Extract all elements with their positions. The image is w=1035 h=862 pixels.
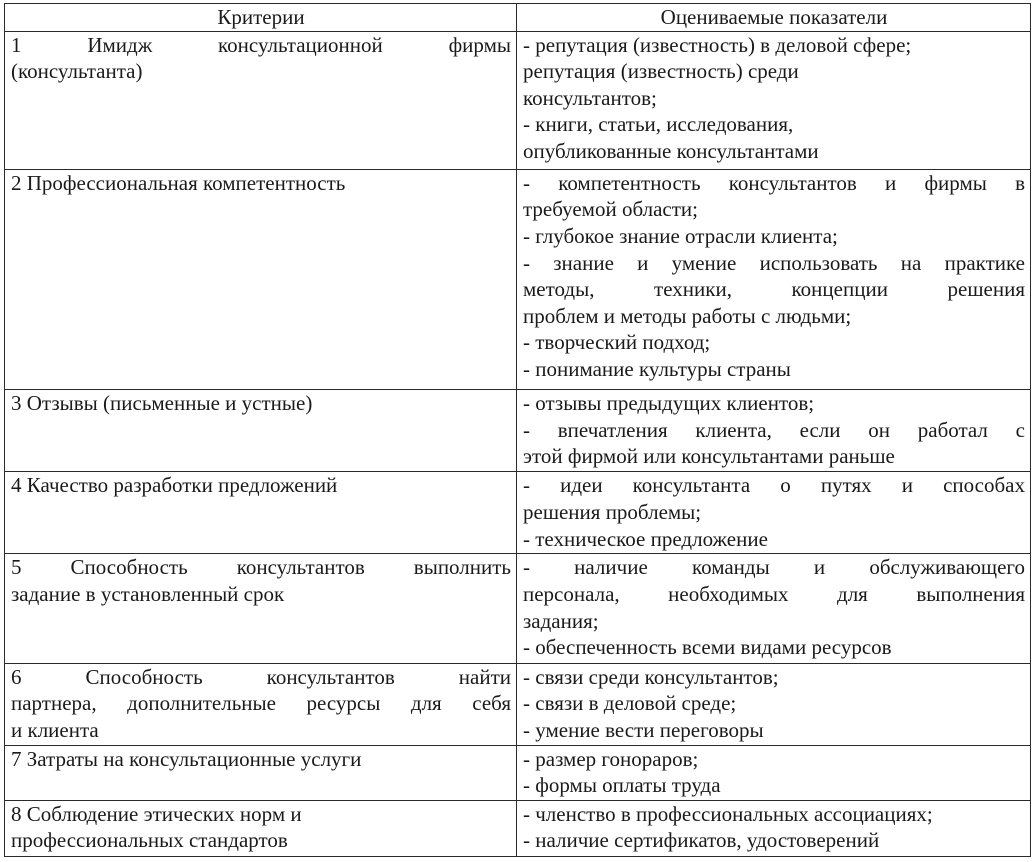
indicators-cell — [517, 31, 1031, 169]
criteria-line: задание в установленный срок — [11, 582, 285, 607]
criteria-cell — [5, 472, 517, 554]
criteria-line: и клиента — [11, 717, 99, 742]
indicator-line: - репутация (известность) в деловой сфере; — [523, 32, 912, 57]
indicator-line: - формы оплаты труда — [523, 773, 721, 798]
criteria-line: 4 Качество разработки предложений — [11, 473, 338, 498]
table-row — [5, 472, 1031, 554]
indicator-line: методы, техники, концепции решения — [523, 277, 1025, 302]
table-row — [5, 390, 1031, 472]
indicator-line: требуемой области; — [523, 197, 698, 222]
indicator-line: - умение вести переговоры — [523, 717, 764, 742]
indicator-line: - связи среди консультантов; — [523, 664, 779, 689]
indicator-line: - размер гонораров; — [523, 746, 699, 771]
indicator-line: решения проблемы; — [523, 499, 702, 524]
indicator-line: - книги, статьи, исследования, — [523, 112, 794, 137]
table-row — [5, 31, 1031, 169]
criteria-cell — [5, 663, 517, 745]
indicator-line: - творческий подход; — [523, 330, 711, 355]
criteria-line: 6 Способность консультантов найти — [11, 664, 511, 689]
indicator-line: репутация (известность) среди — [523, 59, 799, 84]
indicators-cell — [517, 800, 1031, 856]
criteria-cell — [5, 31, 517, 169]
indicator-line: - отзывы предыдущих клиентов; — [523, 391, 815, 416]
indicator-line: персонала, необходимых для выполнения — [523, 582, 1025, 607]
table-row — [5, 800, 1031, 856]
table-row — [5, 663, 1031, 745]
criteria-line: 5 Способность консультантов выполнить — [11, 555, 511, 580]
criteria-line: партнера, дополнительные ресурсы для себя — [11, 691, 511, 716]
criteria-cell — [5, 169, 517, 389]
indicators-cell — [517, 390, 1031, 472]
indicators-cell — [517, 472, 1031, 554]
criteria-line: 7 Затраты на консультационные услуги — [11, 746, 362, 771]
indicator-line: опубликованные консультантами — [523, 138, 819, 163]
indicator-line: этой фирмой или консультантами раньше — [523, 444, 895, 469]
indicator-line: - техническое предложение — [523, 526, 768, 551]
indicator-line: - впечатления клиента, если он работал с — [523, 417, 1025, 442]
criteria-line: 3 Отзывы (письменные и устные) — [11, 391, 313, 416]
indicator-line: - понимание культуры страны — [523, 356, 791, 381]
indicators-cell — [517, 745, 1031, 800]
criteria-line: (консультанта) — [11, 59, 143, 84]
header-indicators: Оцениваемые показатели — [517, 4, 1031, 32]
indicator-line: - компетентность консультантов и фирмы в — [523, 170, 1025, 195]
indicator-line: задания; — [523, 608, 599, 633]
indicator-line: - глубокое знание отрасли клиента; — [523, 224, 838, 249]
indicator-line: - знание и умение использовать на практике — [523, 250, 1025, 275]
criteria-line: 2 Профессиональная компетентность — [11, 170, 346, 195]
criteria-line: 1 Имидж консультационной фирмы — [11, 32, 511, 57]
indicator-line: консультантов; — [523, 85, 657, 110]
indicator-line: - связи в деловой среде; — [523, 691, 737, 716]
criteria-cell — [5, 800, 517, 856]
criteria-line: профессиональных стандартов — [11, 828, 288, 853]
indicator-line: - обеспеченность всеми видами ресурсов — [523, 635, 892, 660]
table-row — [5, 169, 1031, 389]
criteria-cell — [5, 745, 517, 800]
criteria-line: 8 Соблюдение этических норм и — [11, 801, 302, 826]
indicators-cell — [517, 663, 1031, 745]
indicators-cell — [517, 169, 1031, 389]
criteria-cell — [5, 390, 517, 472]
indicator-line: - наличие сертификатов, удостоверений — [523, 828, 880, 853]
header-row — [5, 4, 1031, 32]
header-criteria: Критерии — [5, 4, 517, 32]
indicator-line: проблем и методы работы с людьми; — [523, 303, 852, 328]
indicator-line: - членство в профессиональных ассоциациях; — [523, 801, 933, 826]
criteria-table — [4, 3, 1031, 857]
table-row — [5, 745, 1031, 800]
indicators-cell — [517, 554, 1031, 663]
indicator-line: - идеи консультанта о путях и способах — [523, 473, 1025, 498]
criteria-cell — [5, 554, 517, 663]
indicator-line: - наличие команды и обслуживающего — [523, 555, 1025, 580]
table-row — [5, 554, 1031, 663]
